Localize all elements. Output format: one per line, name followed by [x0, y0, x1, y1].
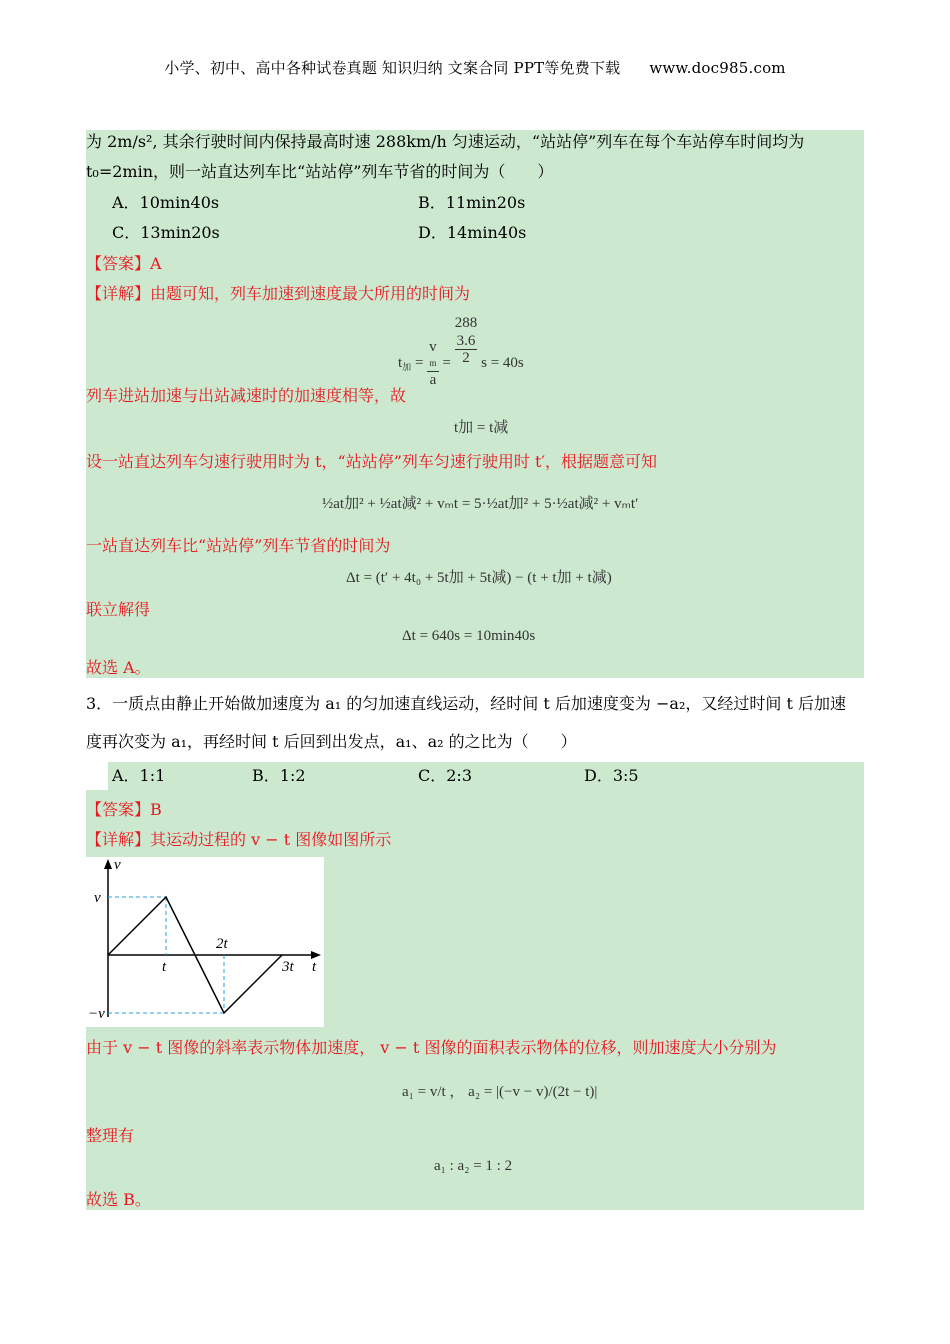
q3-line2: 度再次变为 a₁，再经时间 t 后回到出发点，a₁、a₂ 的之比为（ ） [86, 732, 577, 751]
q2-text2: 列车进站加速与出站减速时的加速度相等，故 [86, 386, 407, 405]
vt-graph [86, 857, 324, 1027]
t-axis-label: t [312, 959, 317, 975]
q3-option-b: B．1:2 [252, 766, 306, 785]
t-tick-label: t [162, 959, 167, 975]
q2-equation-3: ½at加² + ½at减² + vₘt = 5·½at加² + 5·½at减² + vₘt′ [322, 496, 639, 512]
eq1-inner-denominator: 2 [462, 350, 470, 366]
q2-equation-5: Δt = 640s = 10min40s [402, 628, 536, 644]
eq1-result: s = 40s [481, 354, 524, 371]
q3-answer: 【答案】B [86, 800, 162, 819]
header-text: 小学、初中、高中各种试卷真题 知识归纳 文案合同 PPT等免费下载 [164, 59, 621, 77]
header-url[interactable]: www.doc985.com [649, 59, 786, 77]
q2-text3: 设一站直达列车匀速行驶用时为 t，“站站停”列车匀速行驶用时 t′，根据题意可知 [86, 452, 658, 471]
q3-equation-2: a₁ : a₂ = 1 : 2 [434, 1158, 513, 1174]
q2-equation-1: $t_加$ = v m a = 288 3.6 2 s = 40s [398, 315, 524, 388]
v-tick-label: v [94, 890, 101, 906]
q2-option-c: C．13min20s [112, 223, 220, 242]
q2-option-a: A．10min40s [112, 193, 220, 212]
q2-detail-intro: 【详解】由题可知，列车加速到速度最大所用的时间为 [86, 284, 471, 303]
eq1-top-number: 288 [454, 315, 478, 331]
q2-equation-2: t加 = t减 [454, 420, 509, 436]
q3-text3: 整理有 [86, 1126, 135, 1145]
q2-text4: 一站直达列车比“站站停”列车节省的时间为 [86, 536, 391, 555]
q3-detail-intro: 【详解】其运动过程的 v − t 图像如图所示 [86, 830, 392, 849]
q3-conclusion: 故选 B。 [86, 1190, 151, 1209]
neg-v-tick-label: −v [88, 1006, 105, 1022]
q2-line2: t₀=2min，则一站直达列车比“站站停”列车节省的时间为（ ） [86, 162, 554, 181]
2t-tick-label: 2t [216, 936, 228, 952]
q3-line1: 3．一质点由静止开始做加速度为 a₁ 的匀加速直线运动，经时间 t 后加速度变为 −a₂，又经过时间 t 后加速 [86, 694, 846, 713]
eq1-inner-numerator: 3.6 [456, 333, 476, 349]
q2-option-b: B．11min20s [418, 193, 526, 212]
q3-option-d: D．3:5 [584, 766, 639, 785]
q3-option-a: A．1:1 [112, 766, 166, 785]
q2-answer: 【答案】A [86, 254, 162, 273]
3t-tick-label: 3t [282, 959, 294, 975]
q2-equation-4: Δt = (t′ + 4t₀ + 5t加 + 5t减) − (t + t加 + t减) [346, 570, 612, 586]
v-axis-label: v [114, 857, 121, 873]
q2-option-d: D．14min40s [418, 223, 527, 242]
q3-equation-1: a₁ = v/t ， a₂ = |(−v − v)/(2t − t)| [402, 1084, 598, 1100]
q2-line1: 为 2m/s², 其余行驶时间内保持最高时速 288km/h 匀速运动，“站站停”列车在每个车站停车时间均为 [86, 132, 805, 151]
q3-option-c: C．2:3 [418, 766, 472, 785]
q3-options-highlight [108, 762, 864, 790]
q3-text2: 由于 v − t 图像的斜率表示物体加速度， v − t 图像的面积表示物体的位移，则加速度大小分别为 [86, 1038, 777, 1057]
q2-text5: 联立解得 [86, 600, 151, 619]
page-header [0, 57, 950, 78]
q2-conclusion: 故选 A。 [86, 658, 151, 677]
